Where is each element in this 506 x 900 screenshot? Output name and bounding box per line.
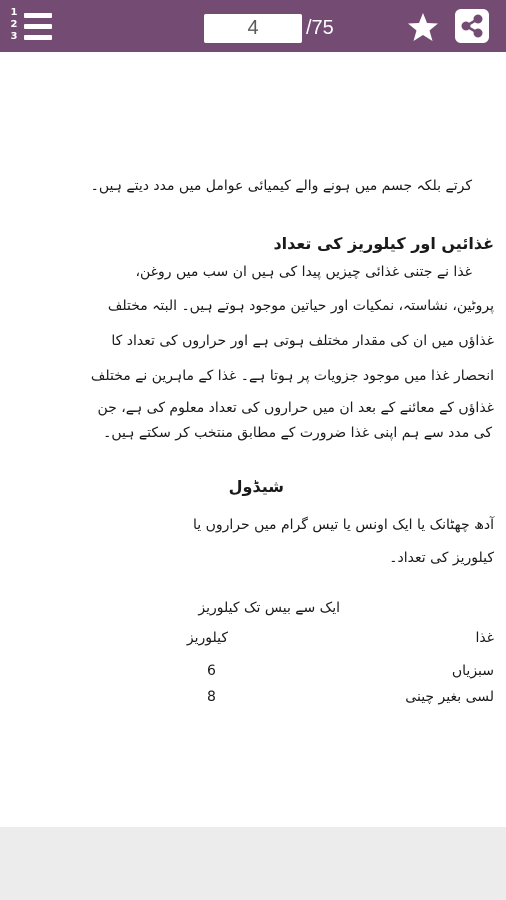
total-pages: /75 — [306, 17, 334, 39]
table-row-food: سبزیاں — [451, 663, 494, 679]
paragraph-line: کیلوریز کی تعداد۔ — [389, 550, 494, 566]
table-title: ایک سے بیس تک کیلوریز — [198, 600, 340, 616]
section-heading: غذائیں اور کیلوریز کی تعداد — [273, 234, 494, 253]
paragraph-line: غذا نے جتنی غذائی چیزیں پیدا کی ہیں ان سب میں روغن، — [135, 264, 472, 280]
section-heading: شیڈول — [228, 477, 284, 496]
table-row-food: لسی بغیر چینی — [405, 689, 494, 705]
toc-line — [24, 35, 52, 40]
bottom-area — [0, 827, 506, 900]
star-icon — [406, 10, 440, 44]
paragraph-line: غذاؤں کے معائنے کے بعد ان میں حراروں کی تعداد معلوم کی ہے، جن — [97, 400, 494, 416]
table-row-value: 8 — [207, 689, 216, 705]
paragraph-line: غذاؤں میں ان کی مقدار مختلف ہوتی ہے اور حراروں کی تعداد کا — [111, 333, 494, 349]
paragraph-line: کی مدد سے ہم اپنی غذا ضرورت کے مطابق منتخب کر سکتے ہیں۔ — [103, 425, 492, 441]
share-icon — [455, 9, 489, 43]
paragraph-line: پروٹین، نشاستہ، نمکیات اور حیاتین موجود ہوتے ہیں۔ البتہ مختلف — [107, 298, 494, 314]
toc-list-icon: 1 2 3 — [10, 7, 18, 42]
toolbar — [0, 0, 506, 52]
toc-line — [24, 13, 52, 18]
book-page — [0, 52, 506, 827]
paragraph-line: کرتے بلکہ جسم میں ہونے والے کیمیائی عوامل میں مدد دیتے ہیں۔ — [90, 178, 472, 194]
table-of-contents-button[interactable] — [8, 7, 54, 45]
current-page-number: 4 — [247, 17, 259, 39]
paragraph-line: آدھ چھٹانک یا ایک اونس یا تیس گرام میں حراروں یا — [193, 517, 494, 533]
paragraph-line: انحصار غذا میں موجود جزویات پر ہوتا ہے۔ غذا کے ماہرین نے مختلف — [90, 368, 494, 384]
toc-line — [24, 24, 52, 29]
table-header-food: غذا — [475, 630, 494, 646]
page-number-input[interactable] — [204, 14, 302, 43]
share-button[interactable] — [455, 9, 489, 43]
table-header-calories: کیلوریز — [186, 630, 228, 646]
bookmark-button[interactable] — [406, 10, 440, 44]
table-row-value: 6 — [207, 663, 216, 679]
